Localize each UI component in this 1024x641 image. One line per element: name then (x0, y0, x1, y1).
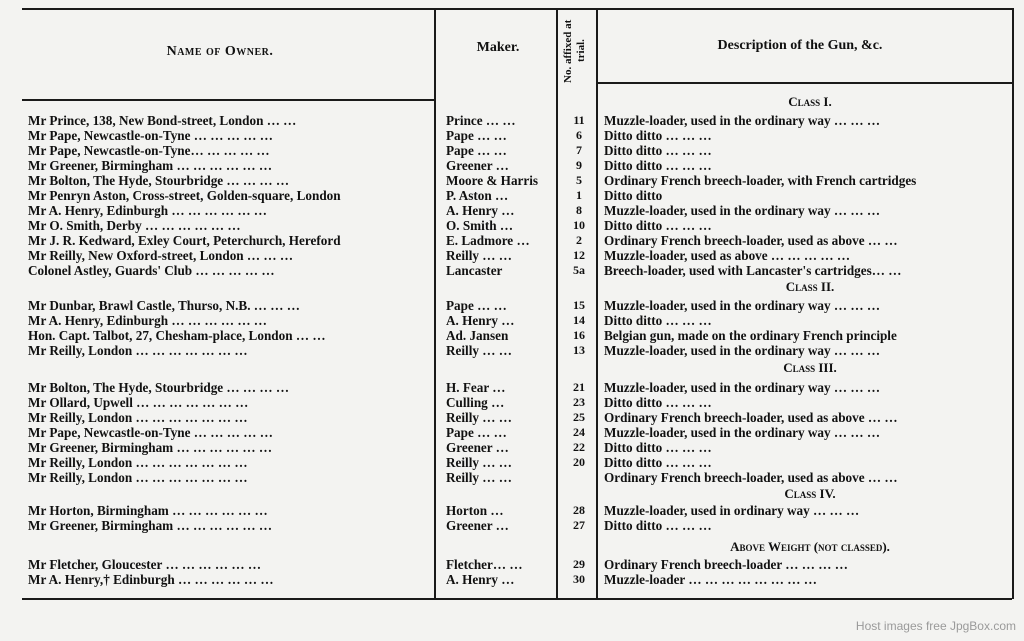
description-cell: Ditto ditto … … … (604, 313, 712, 328)
description-cell: Muzzle-loader, used in the ordinary way … … … (604, 203, 881, 218)
watermark-text: Host images free JpgBox.com (855, 619, 1016, 633)
table-row (0, 380, 1024, 395)
number-cell: 6 (576, 128, 582, 142)
maker-cell: A. Henry … (446, 572, 515, 587)
description-cell: Ditto ditto … … … (604, 128, 712, 143)
description-cell: Belgian gun, made on the ordinary French principle (604, 328, 897, 343)
description-cell: Ditto ditto (604, 188, 663, 203)
table-row (0, 572, 1024, 587)
maker-cell: Pape … … (446, 425, 507, 440)
table-row (0, 203, 1024, 218)
description-cell: Ditto ditto … … … (604, 395, 712, 410)
description-cell: Muzzle-loader, used as above … … … … … (604, 248, 851, 263)
owner-cell: Mr A. Henry, Edinburgh … … … … … … (28, 313, 267, 328)
maker-cell: H. Fear … (446, 380, 506, 395)
table-row (0, 410, 1024, 425)
table-row (0, 328, 1024, 343)
class-label: Above Weight (not classed). (730, 539, 890, 554)
table-row (0, 233, 1024, 248)
table-row (0, 343, 1024, 358)
table-row (0, 143, 1024, 158)
description-cell: Breech-loader, used with Lancaster's cartridges… … (604, 263, 902, 278)
owner-cell: Mr Fletcher, Gloucester … … … … … … (28, 557, 262, 572)
table-row (0, 128, 1024, 143)
owner-cell: Mr J. R. Kedward, Exley Court, Peterchurch, Hereford (28, 233, 341, 248)
bottom-rule (22, 598, 1012, 600)
number-cell: 14 (573, 313, 585, 327)
number-cell: 27 (573, 518, 585, 532)
class-label: Class II. (785, 279, 835, 294)
table-row (0, 263, 1024, 278)
maker-cell: Reilly … … (446, 343, 512, 358)
maker-cell: Greener … (446, 158, 509, 173)
description-cell: Muzzle-loader, used in the ordinary way … … … (604, 343, 881, 358)
table-row (0, 298, 1024, 313)
owner-cell: Mr Reilly, London … … … … … … … (28, 410, 248, 425)
number-cell: 25 (573, 410, 585, 424)
maker-cell: A. Henry … (446, 203, 515, 218)
number-cell: 7 (576, 143, 582, 157)
description-cell: Muzzle-loader … … … … … … … … (604, 572, 817, 587)
owner-cell: Mr Dunbar, Brawl Castle, Thurso, N.B. … … … (28, 298, 300, 313)
class-label: Class III. (783, 360, 837, 375)
maker-cell: Greener … (446, 518, 509, 533)
number-cell: 29 (573, 557, 585, 571)
owner-cell: Mr Bolton, The Hyde, Stourbridge … … … … (28, 173, 290, 188)
number-cell: 12 (573, 248, 585, 262)
table-row (0, 440, 1024, 455)
description-cell: Ditto ditto … … … (604, 440, 712, 455)
owner-cell: Mr Greener, Birmingham … … … … … … (28, 440, 273, 455)
owner-cell: Mr Pape, Newcastle-on-Tyne … … … … … (28, 128, 273, 143)
number-cell: 23 (573, 395, 585, 409)
top-rule (22, 8, 1012, 10)
description-cell: Muzzle-loader, used in the ordinary way … … … (604, 113, 881, 128)
table-row (0, 395, 1024, 410)
maker-cell: Pape … … (446, 298, 507, 313)
description-cell: Ditto ditto … … … (604, 518, 712, 533)
number-cell: 8 (576, 203, 582, 217)
number-cell: 9 (576, 158, 582, 172)
owner-cell: Mr Pape, Newcastle-on-Tyne… … … … … (28, 143, 270, 158)
maker-cell: Reilly … … (446, 410, 512, 425)
maker-cell: E. Ladmore … (446, 233, 530, 248)
description-cell: Ditto ditto … … … (604, 143, 712, 158)
owner-cell: Mr Reilly, London … … … … … … … (28, 455, 248, 470)
owner-cell: Mr Reilly, New Oxford-street, London … … … (28, 248, 294, 263)
maker-cell: Moore & Harris (446, 173, 539, 188)
number-cell: 11 (573, 113, 585, 127)
owner-cell: Mr Bolton, The Hyde, Stourbridge … … … … (28, 380, 290, 395)
maker-cell: O. Smith … (446, 218, 514, 233)
maker-cell: Lancaster (446, 263, 503, 278)
class-label: Class I. (788, 94, 832, 109)
number-cell: 5a (573, 263, 585, 277)
maker-cell: A. Henry … (446, 313, 515, 328)
table-row (0, 218, 1024, 233)
owner-cell: Mr Ollard, Upwell … … … … … … … (28, 395, 249, 410)
maker-cell: Reilly … … (446, 455, 512, 470)
column-header-number: No. affixed at trial. (562, 19, 587, 83)
description-cell: Ordinary French breech-loader, with French cartridges (604, 173, 917, 188)
description-cell: Ordinary French breech-loader, used as above … … (604, 470, 898, 485)
number-cell: 15 (573, 298, 585, 312)
maker-cell: Culling … (446, 395, 505, 410)
maker-cell: Fletcher… … (446, 557, 523, 572)
table-row (0, 158, 1024, 173)
table-row (0, 470, 1024, 485)
table-row (0, 503, 1024, 518)
description-cell: Ordinary French breech-loader … … … … (604, 557, 848, 572)
description-cell: Muzzle-loader, used in the ordinary way … … … (604, 298, 881, 313)
table-row (0, 518, 1024, 533)
header-rule-right (596, 82, 1012, 84)
owner-cell: Mr Horton, Birmingham … … … … … … (28, 503, 268, 518)
number-cell: 16 (573, 328, 585, 342)
maker-cell: Ad. Jansen (446, 328, 509, 343)
owner-cell: Mr Greener, Birmingham … … … … … … (28, 158, 273, 173)
maker-cell: Prince … … (446, 113, 516, 128)
description-cell: Ditto ditto … … … (604, 455, 712, 470)
owner-cell: Mr Prince, 138, New Bond-street, London … … (28, 113, 297, 128)
owner-cell: Mr Reilly, London … … … … … … … (28, 343, 248, 358)
number-cell: 24 (573, 425, 585, 439)
table-row (0, 455, 1024, 470)
owner-cell: Mr Greener, Birmingham … … … … … … (28, 518, 273, 533)
number-cell: 2 (576, 233, 582, 247)
number-cell: 13 (573, 343, 585, 357)
table-row (0, 113, 1024, 128)
number-cell: 21 (573, 380, 585, 394)
owner-cell: Hon. Capt. Talbot, 27, Chesham-place, London … … (28, 328, 326, 343)
class-label: Class IV. (784, 486, 836, 501)
table-row (0, 557, 1024, 572)
number-cell: 10 (573, 218, 585, 232)
column-header-maker: Maker. (476, 40, 520, 55)
number-cell: 20 (573, 455, 585, 469)
description-cell: Ordinary French breech-loader, used as above … … (604, 233, 898, 248)
maker-cell: Horton … (446, 503, 504, 518)
maker-cell: Reilly … … (446, 248, 512, 263)
owner-cell: Mr Pape, Newcastle-on-Tyne … … … … … (28, 425, 273, 440)
number-cell: 30 (573, 572, 585, 586)
header-rule (22, 99, 434, 101)
description-cell: Muzzle-loader, used in ordinary way … … … (604, 503, 860, 518)
table-row (0, 313, 1024, 328)
owner-cell: Mr A. Henry, Edinburgh … … … … … … (28, 203, 267, 218)
maker-cell: Greener … (446, 440, 509, 455)
table-row (0, 248, 1024, 263)
owner-cell: Mr Reilly, London … … … … … … … (28, 470, 248, 485)
column-header-description: Description of the Gun, &c. (717, 38, 883, 53)
number-cell: 1 (576, 188, 582, 202)
maker-cell: P. Aston … (446, 188, 509, 203)
maker-cell: Pape … … (446, 143, 507, 158)
table-row (0, 425, 1024, 440)
column-header-owner: Name of Owner. (166, 44, 274, 59)
owner-cell: Mr Penryn Aston, Cross-street, Golden-square, London (28, 188, 341, 203)
table-row (0, 188, 1024, 203)
maker-cell: Reilly … … (446, 470, 512, 485)
description-cell: Muzzle-loader, used in the ordinary way … … … (604, 425, 881, 440)
owner-cell: Mr A. Henry,† Edinburgh … … … … … … (28, 572, 274, 587)
description-cell: Ordinary French breech-loader, used as above … … (604, 410, 898, 425)
description-cell: Ditto ditto … … … (604, 158, 712, 173)
table-row (0, 173, 1024, 188)
owner-cell: Colonel Astley, Guards' Club … … … … … (28, 263, 275, 278)
description-cell: Ditto ditto … … … (604, 218, 712, 233)
number-cell: 28 (573, 503, 585, 517)
description-cell: Muzzle-loader, used in the ordinary way … … … (604, 380, 881, 395)
number-cell: 5 (576, 173, 582, 187)
number-cell: 22 (573, 440, 585, 454)
maker-cell: Pape … … (446, 128, 507, 143)
owner-cell: Mr O. Smith, Derby … … … … … … (28, 218, 241, 233)
